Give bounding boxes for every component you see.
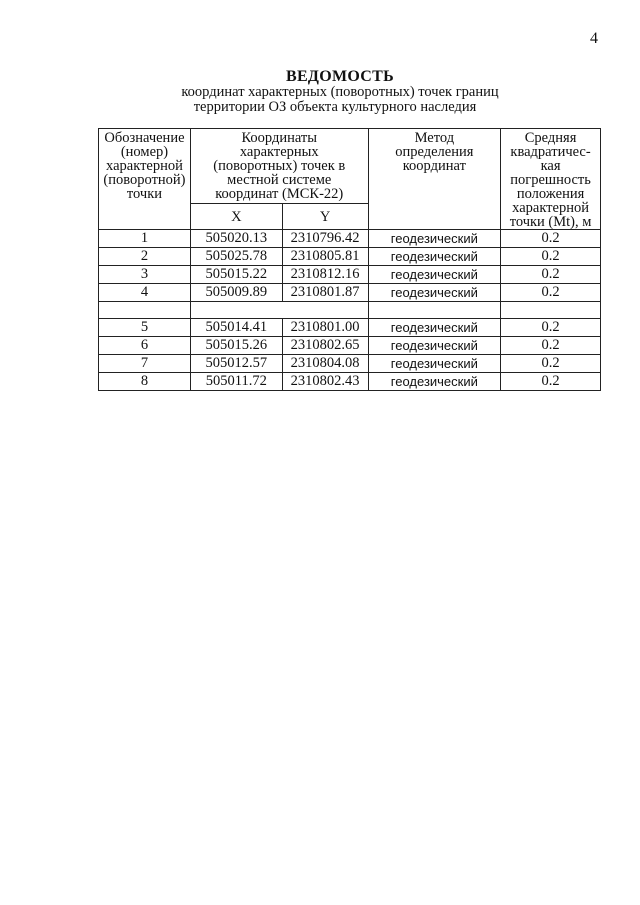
table-row <box>99 373 601 391</box>
header-text: местной системе <box>227 172 332 188</box>
cell-x: 505020.13 <box>190 230 282 248</box>
table-row <box>99 230 601 248</box>
cell-mt: 0.2 <box>501 319 601 337</box>
cell-y: 2310805.81 <box>282 248 368 266</box>
header-text: (поворотных) точек в <box>213 158 346 174</box>
cell-method: геодезический <box>368 284 501 302</box>
header-text: характерной <box>512 200 589 216</box>
title-heading: ВЕДОМОСТЬ <box>285 68 395 85</box>
cell-method: геодезический <box>368 319 501 337</box>
header-y: Y <box>282 204 368 230</box>
cell-mt: 0.2 <box>501 355 601 373</box>
empty-cell <box>368 302 501 319</box>
cell-mt: 0.2 <box>501 266 601 284</box>
header-text: координат (МСК-22) <box>215 186 344 202</box>
empty-cell <box>190 302 368 319</box>
cell-mt: 0.2 <box>501 248 601 266</box>
cell-x: 505025.78 <box>190 248 282 266</box>
cell-x: 505014.41 <box>190 319 282 337</box>
cell-x: 505012.57 <box>190 355 282 373</box>
header-text: Средняя <box>524 130 577 146</box>
cell-mt: 0.2 <box>501 284 601 302</box>
header-text: точки <box>126 186 163 202</box>
header-text: кая <box>540 158 561 174</box>
header-x: X <box>190 204 282 230</box>
header-text: характерных <box>239 144 319 160</box>
header-text: Координаты <box>241 130 318 146</box>
header-text: точки (Mt), м <box>509 214 592 230</box>
cell-mt: 0.2 <box>501 373 601 391</box>
table-header-row <box>99 129 601 204</box>
coordinates-table <box>98 128 601 391</box>
empty-cell <box>501 302 601 319</box>
header-text: положения <box>516 186 585 202</box>
header-method <box>368 129 501 230</box>
cell-y: 2310804.08 <box>282 355 368 373</box>
cell-y: 2310796.42 <box>282 230 368 248</box>
cell-y: 2310801.87 <box>282 284 368 302</box>
cell-method: геодезический <box>368 230 501 248</box>
header-text: Метод <box>414 130 455 146</box>
table-row <box>99 284 601 302</box>
header-text: (номер) <box>120 144 169 160</box>
table-row-empty <box>99 302 601 319</box>
cell-point-number: 2 <box>99 248 191 266</box>
cell-y: 2310812.16 <box>282 266 368 284</box>
header-text: погрешность <box>510 172 591 188</box>
cell-point-number: 4 <box>99 284 191 302</box>
cell-point-number: 8 <box>99 373 191 391</box>
header-text: координат <box>402 158 466 174</box>
cell-method: геодезический <box>368 373 501 391</box>
empty-cell <box>99 302 191 319</box>
title-subline-2: территории ОЗ объекта культурного наследия <box>193 99 477 115</box>
cell-method: геодезический <box>368 337 501 355</box>
cell-y: 2310801.00 <box>282 319 368 337</box>
cell-point-number: 5 <box>99 319 191 337</box>
table-row <box>99 319 601 337</box>
header-text: квадратичес- <box>510 144 591 160</box>
cell-method: геодезический <box>368 355 501 373</box>
cell-point-number: 3 <box>99 266 191 284</box>
header-text: Обозначение <box>104 130 185 146</box>
document-title <box>0 68 640 116</box>
table-row <box>99 248 601 266</box>
cell-y: 2310802.65 <box>282 337 368 355</box>
cell-y: 2310802.43 <box>282 373 368 391</box>
table-row <box>99 266 601 284</box>
cell-mt: 0.2 <box>501 230 601 248</box>
header-text: характерной <box>106 158 183 174</box>
cell-x: 505011.72 <box>190 373 282 391</box>
table-row <box>99 355 601 373</box>
header-error <box>501 129 601 230</box>
table-row <box>99 337 601 355</box>
cell-x: 505015.22 <box>190 266 282 284</box>
page-number: 4 <box>590 30 598 47</box>
cell-point-number: 7 <box>99 355 191 373</box>
header-text: (поворотной) <box>103 172 186 188</box>
cell-point-number: 1 <box>99 230 191 248</box>
title-subline-1: координат характерных (поворотных) точек границ <box>181 84 499 100</box>
cell-x: 505015.26 <box>190 337 282 355</box>
header-coordinates <box>190 129 368 204</box>
header-designation <box>99 129 191 230</box>
cell-x: 505009.89 <box>190 284 282 302</box>
cell-method: геодезический <box>368 248 501 266</box>
header-text: определения <box>395 144 474 160</box>
cell-point-number: 6 <box>99 337 191 355</box>
cell-method: геодезический <box>368 266 501 284</box>
cell-mt: 0.2 <box>501 337 601 355</box>
